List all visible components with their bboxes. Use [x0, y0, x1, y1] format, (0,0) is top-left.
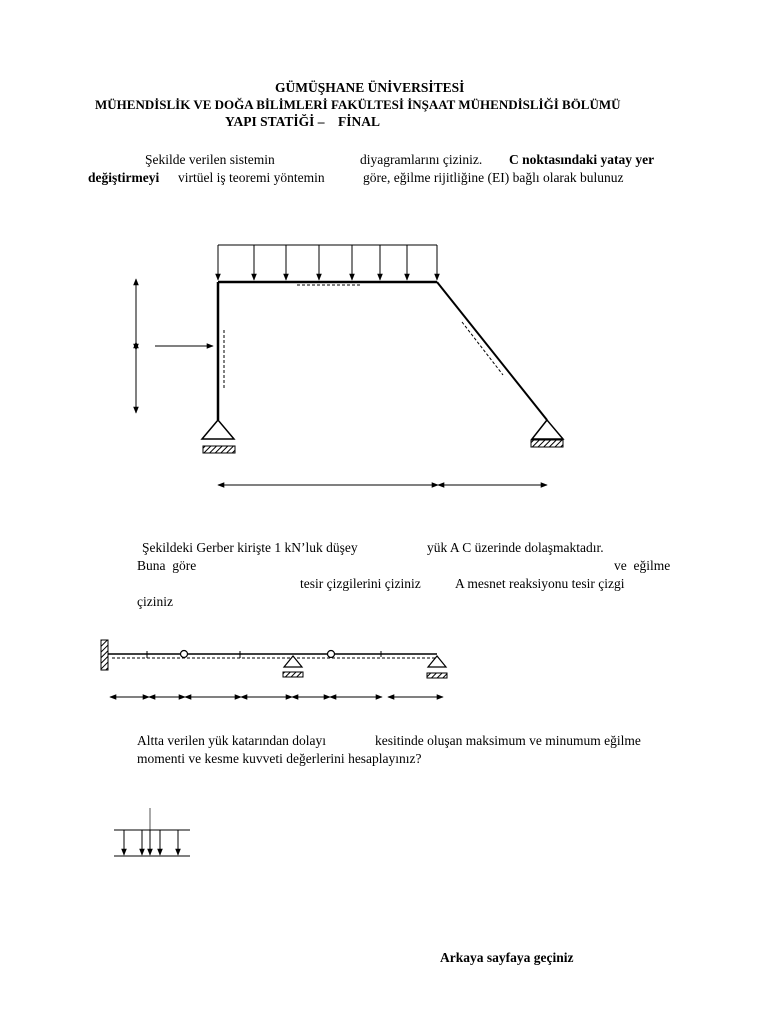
right-support — [427, 656, 447, 678]
faculty-title: MÜHENDİSLİK VE DOĞA BİLİMLERİ FAKÜLTESİ İNŞAAT MÜHENDİSLİĞİ BÖLÜMÜ — [95, 97, 621, 112]
q3-line1-a: Altta verilen yük katarından dolayı — [137, 733, 326, 748]
next-page-note: Arkaya sayfaya geçiniz — [440, 950, 574, 965]
middle-support — [283, 656, 303, 677]
q2-line1-b: yük A C üzerinde dolaşmaktadır. — [427, 540, 604, 555]
q2-line2-b: ve eğilme — [614, 558, 671, 573]
inclined-member — [437, 282, 547, 420]
q2-line2-a: Buna göre — [137, 558, 197, 573]
frame-figure — [136, 245, 563, 485]
load-train-figure — [114, 808, 190, 856]
q1-line2-a: değiştirmeyi — [88, 170, 160, 185]
q1-line2-c: göre, eğilme rijitliğine (EI) bağlı olarak bulunuz — [363, 170, 624, 185]
q3-line2: momenti ve kesme kuvveti değerlerini hesaplayınız? — [137, 751, 422, 766]
gerber-beam-figure — [101, 640, 447, 697]
q1-line1-c: C noktasındaki yatay yer — [509, 152, 655, 167]
hinge-1 — [181, 651, 188, 658]
q1-line1-a: Şekilde verilen sistemin — [145, 152, 275, 167]
exam-title: YAPI STATİĞİ – FİNAL — [225, 114, 381, 129]
q2-line3-a: tesir çizgilerini çiziniz — [300, 576, 421, 591]
university-title: GÜMÜŞHANE ÜNİVERSİTESİ — [275, 80, 465, 95]
right-pin-support — [531, 420, 563, 447]
distributed-load — [218, 245, 437, 280]
q2-line4: çiziniz — [137, 594, 173, 609]
left-pin-support — [202, 420, 235, 453]
q3-line1-b: kesitinde oluşan maksimum ve minumum eğilme — [375, 733, 641, 748]
hinge-2 — [328, 651, 335, 658]
q2-line1-a: Şekildeki Gerber kirişte 1 kN’luk düşey — [142, 540, 358, 555]
q1-line1-b: diyagramlarını çiziniz. — [360, 152, 483, 167]
fixed-support — [101, 640, 108, 670]
q1-line2-b: virtüel iş teoremi yöntemin — [178, 170, 325, 185]
q2-line3-b: A mesnet reaksiyonu tesir çizgi — [455, 576, 625, 591]
